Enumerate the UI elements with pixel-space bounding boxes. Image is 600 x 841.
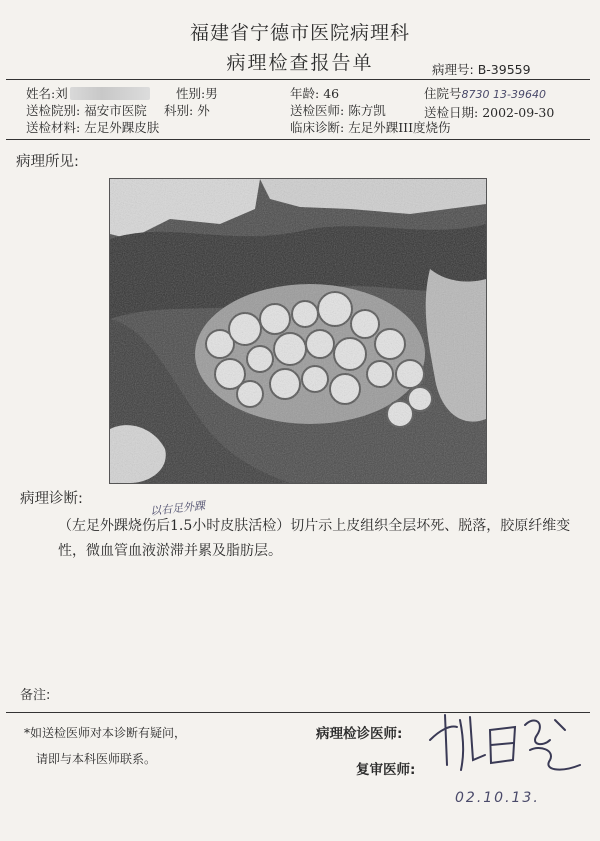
age-value: 46 bbox=[323, 86, 340, 101]
tissue-micrograph-graphic bbox=[110, 179, 486, 483]
pathology-number bbox=[432, 60, 531, 78]
doctor-value: 陈方凯 bbox=[348, 103, 386, 118]
inpatient-label: 住院号 bbox=[424, 86, 462, 101]
footnote-line2: 请即与本科医师联系。 bbox=[36, 752, 157, 766]
signature-date: 02.10.13. bbox=[455, 790, 540, 806]
date-label: 送检日期: bbox=[424, 105, 479, 120]
gender-value: 男 bbox=[205, 86, 218, 101]
info-divider bbox=[6, 139, 590, 140]
specimen-material bbox=[26, 118, 159, 136]
dept-label: 科别: bbox=[164, 103, 194, 118]
department bbox=[164, 101, 210, 119]
submitting-doctor bbox=[290, 101, 386, 119]
redaction-blur bbox=[70, 87, 150, 100]
report-institution-title: 福建省宁德市医院病理科 bbox=[189, 22, 410, 44]
material-label: 送检材料: bbox=[26, 120, 81, 135]
material-value: 左足外踝皮肤 bbox=[84, 120, 160, 135]
hospital-label: 送检院别: bbox=[26, 103, 81, 118]
hospital-value: 福安市医院 bbox=[84, 103, 147, 118]
clinical-label: 临床诊断: bbox=[290, 120, 345, 135]
remarks-label: 备注: bbox=[20, 688, 51, 703]
header-divider bbox=[6, 79, 590, 80]
pathology-number-value: B-39559 bbox=[477, 62, 531, 77]
footnote-line1: *如送检医师对本诊断有疑问， bbox=[24, 726, 187, 740]
inpatient-number bbox=[424, 84, 546, 102]
pathology-number-label: 病理号: bbox=[432, 62, 474, 77]
micrograph-image bbox=[109, 178, 487, 484]
clinical-diagnosis bbox=[290, 118, 451, 136]
inpatient-value: 8730 13-39640 bbox=[461, 88, 546, 101]
diagnosing-doctor-label: 病理检诊医师: bbox=[316, 726, 403, 742]
age-label: 年龄: bbox=[290, 86, 320, 101]
gender-label: 性别: bbox=[176, 86, 206, 101]
signature-graphic bbox=[425, 705, 585, 780]
patient-name bbox=[26, 84, 152, 102]
handwritten-annotation: 以右足外踝 bbox=[149, 499, 206, 518]
diagnosis-label: 病理诊断: bbox=[20, 491, 83, 507]
patient-age bbox=[290, 84, 339, 102]
findings-label: 病理所见: bbox=[16, 154, 79, 170]
patient-gender bbox=[176, 84, 218, 102]
clinical-value: 左足外踝III度烧伤 bbox=[348, 120, 451, 135]
doctor-label: 送检医师: bbox=[290, 103, 345, 118]
patient-name-value: 刘 bbox=[55, 86, 68, 101]
date-value: 2002-09-30 bbox=[482, 105, 555, 120]
report-title: 病理检查报告单 bbox=[226, 52, 374, 74]
review-doctor-label: 复审医师: bbox=[356, 762, 416, 778]
diagnosis-text: （左足外踝烧伤后1.5小时皮肤活检）切片示上皮组织全层坏死、脱落，胶原纤维变性，微血管血液淤滞并累及脂肪层。 bbox=[58, 518, 571, 559]
patient-name-label: 姓名: bbox=[26, 86, 56, 101]
submitting-hospital bbox=[26, 101, 147, 119]
doctor-signature bbox=[425, 705, 585, 784]
dept-value: 外 bbox=[197, 103, 210, 118]
